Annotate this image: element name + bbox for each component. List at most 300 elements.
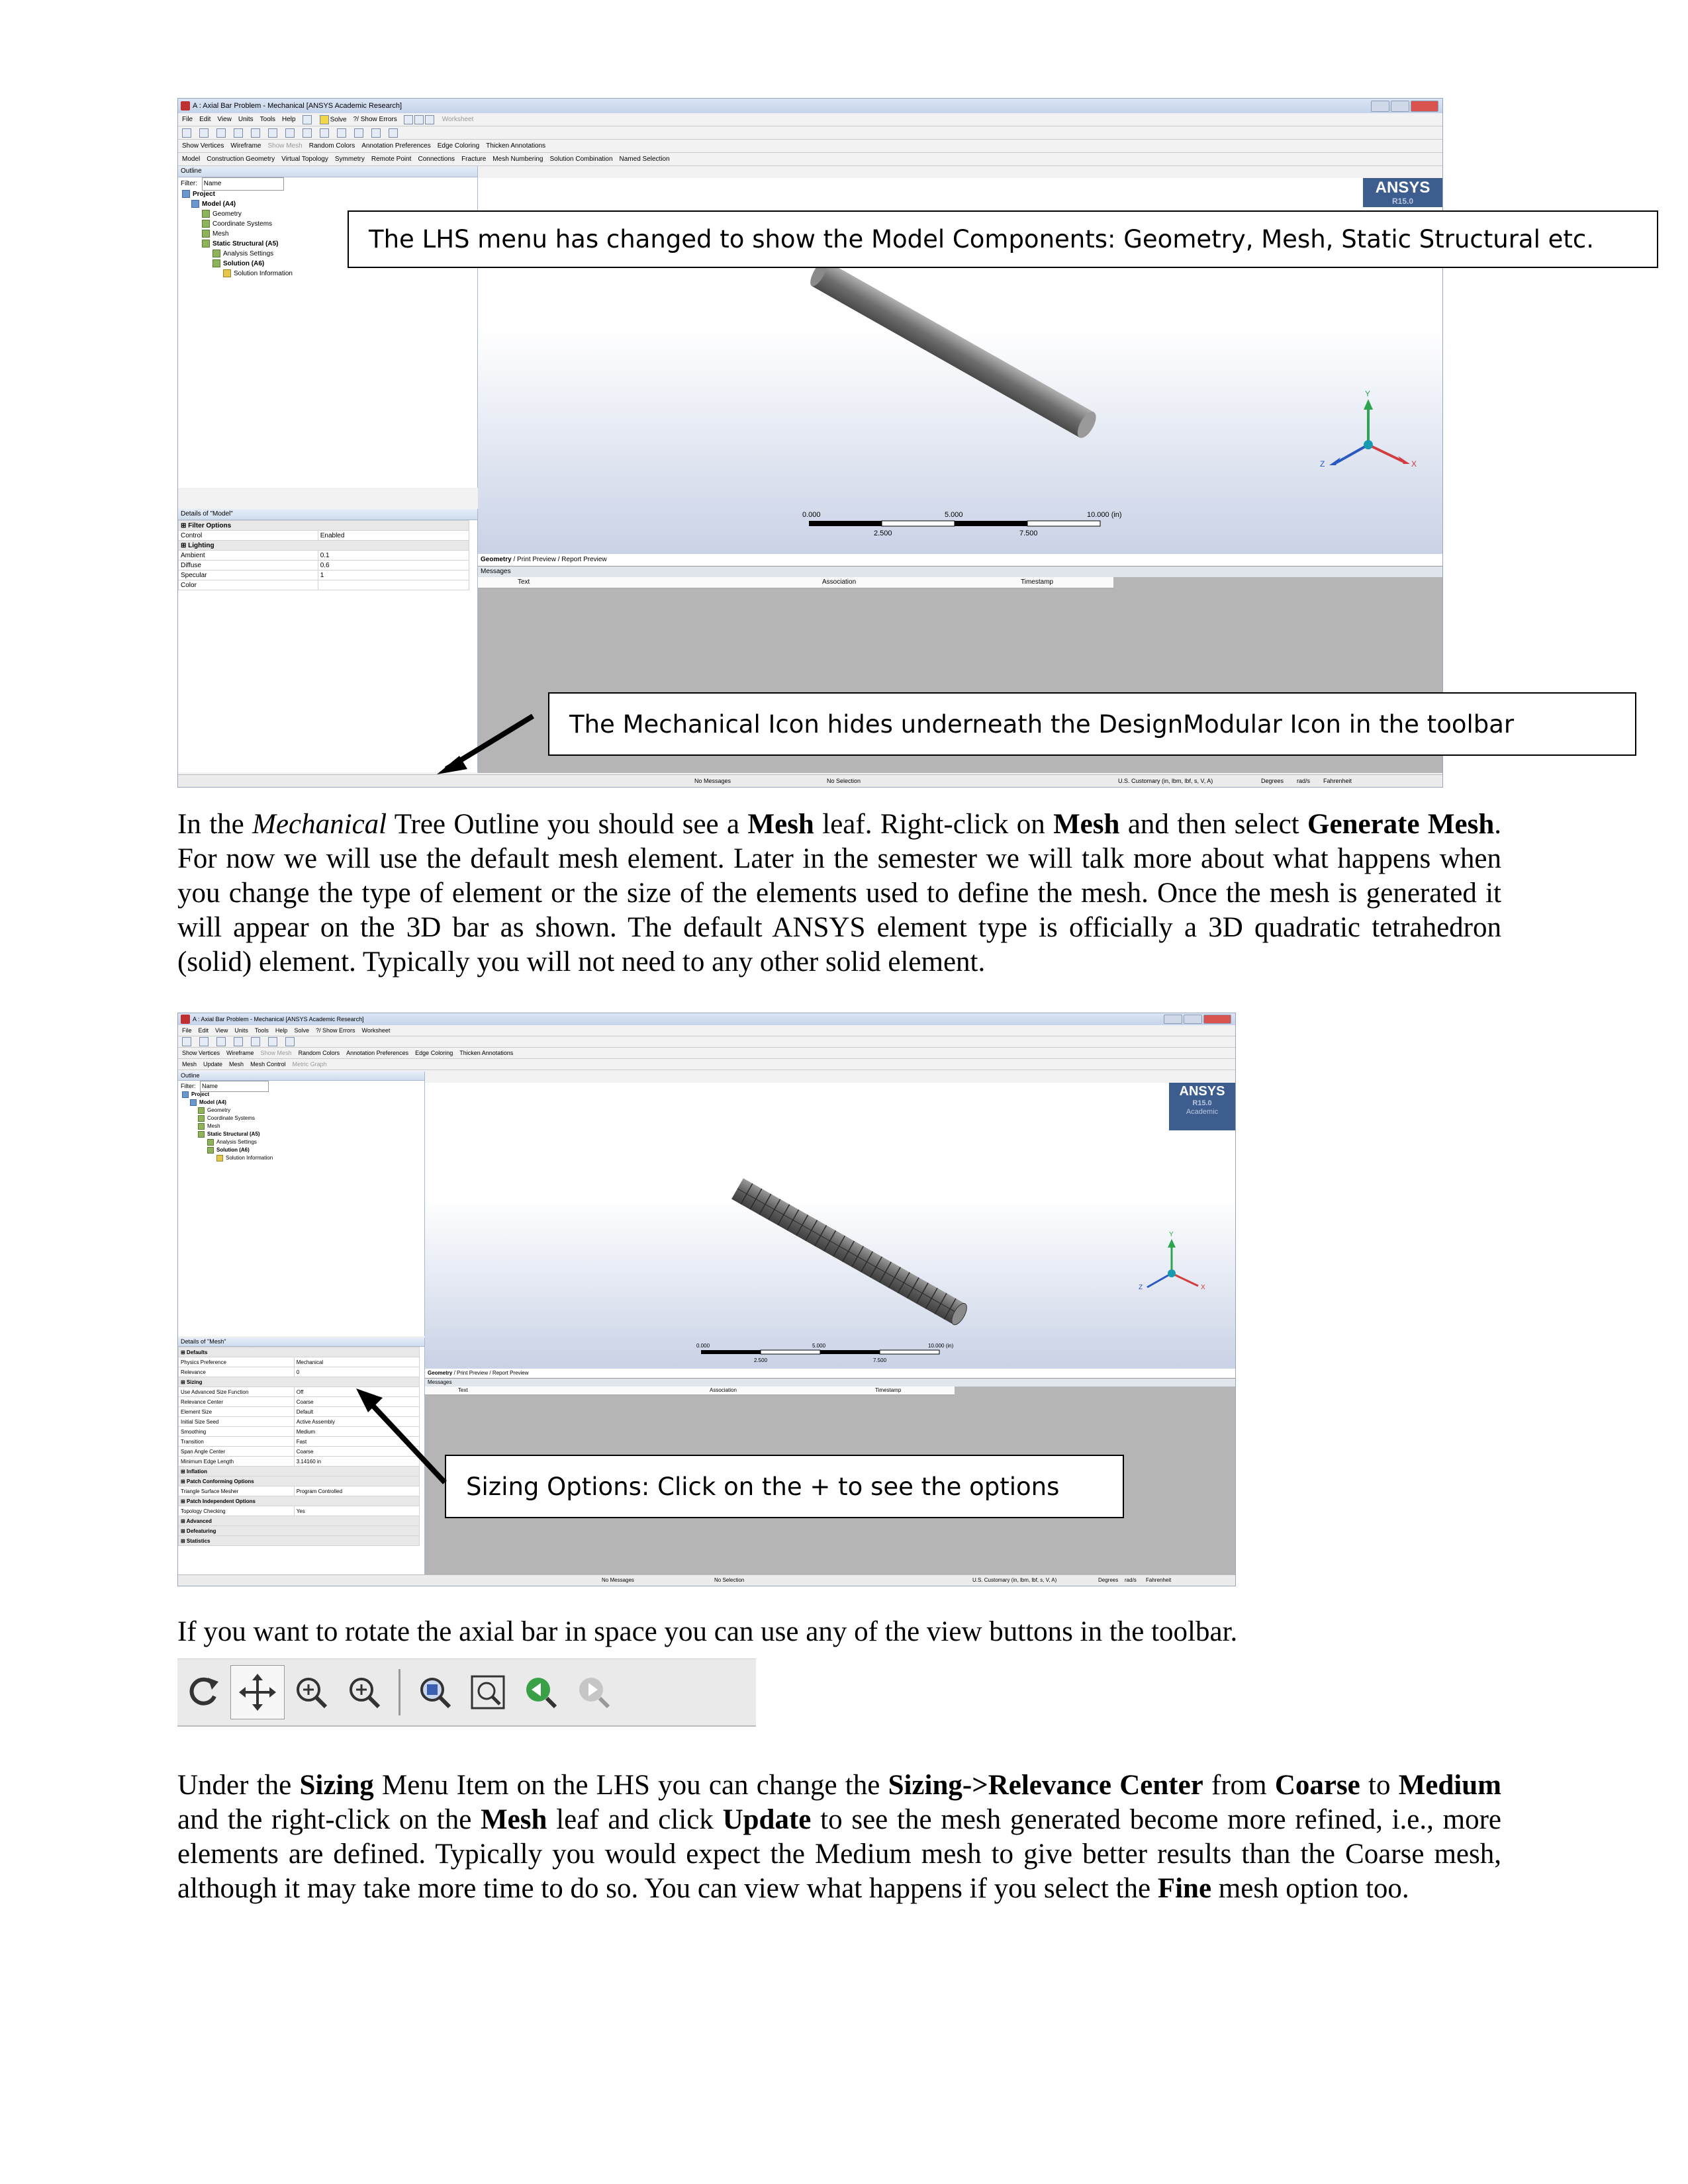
- messages-columns: [425, 1387, 955, 1395]
- worksheet-button[interactable]: Worksheet: [442, 116, 474, 123]
- details-row[interactable]: [179, 531, 469, 541]
- thicken-annotations-button[interactable]: Thicken Annotations: [486, 142, 546, 150]
- text-run: and the right-click on the: [177, 1804, 481, 1835]
- messages-columns: [478, 577, 1113, 588]
- text-run: to see the mesh generated become more refined, i.e., more elements are defined. Typically you would expect the Medium mesh to give better results than the Coarse mesh, although it may take more time to do so. You can view what happens if you select the: [177, 1804, 1502, 1904]
- window-controls: [1371, 101, 1438, 112]
- callout-arrow-2: [356, 1388, 449, 1486]
- mechanical-screenshot-1: [177, 98, 1443, 788]
- svg-text:7.500: 7.500: [873, 1357, 887, 1363]
- show-vertices-button[interactable]: Show Vertices: [182, 1050, 220, 1056]
- edge-coloring-button[interactable]: Edge Coloring: [437, 142, 480, 150]
- filter-label: Filter:: [181, 180, 197, 187]
- text-run: to: [1360, 1770, 1399, 1801]
- tree-item-solution-information[interactable]: Solution Information: [182, 269, 477, 279]
- zoom-button[interactable]: [285, 1666, 338, 1719]
- details-value[interactable]: Active Assembly: [294, 1417, 419, 1427]
- details-row[interactable]: [179, 561, 469, 570]
- remote-point-button[interactable]: Remote Point: [371, 156, 412, 163]
- show-errors-button[interactable]: ?/ Show Errors: [315, 1027, 355, 1034]
- menu-units[interactable]: Units: [238, 116, 254, 123]
- maximize-button[interactable]: [1184, 1015, 1202, 1024]
- details-value[interactable]: Yes: [294, 1506, 419, 1516]
- fracture-button[interactable]: Fracture: [461, 156, 487, 163]
- pan-icon: [238, 1672, 277, 1712]
- details-row[interactable]: [179, 1526, 420, 1536]
- select-edge-icon[interactable]: [216, 128, 226, 138]
- graphics-toolbar: [178, 126, 1442, 140]
- filter-dropdown[interactable]: Name: [202, 177, 284, 191]
- status-units[interactable]: U.S. Customary (in, lbm, lbf, s, V, A): [972, 1577, 1057, 1583]
- tree-item-coordinate-systems[interactable]: Coordinate Systems: [182, 1115, 424, 1122]
- details-value[interactable]: [318, 580, 469, 590]
- zoom-icon: [291, 1672, 331, 1712]
- show-vertices-button[interactable]: Show Vertices: [182, 142, 224, 150]
- tree-item-mesh[interactable]: Mesh: [182, 229, 477, 239]
- paragraph-view-buttons: If you want to rotate the axial bar in space you can use any of the view buttons in the toolbar.: [177, 1616, 1238, 1647]
- tree-item-geometry[interactable]: Geometry: [182, 209, 477, 219]
- details-grid: [178, 520, 469, 590]
- svg-text:Z: Z: [1320, 459, 1325, 469]
- details-key: Relevance: [179, 1367, 295, 1377]
- details-value[interactable]: Fast: [294, 1437, 419, 1447]
- text-run: Menu Item on the LHS you can change the: [373, 1770, 888, 1801]
- text-run: leaf. Right-click on: [814, 809, 1054, 840]
- text-run: Tree Outline you should see a: [387, 809, 748, 840]
- window-titlebar: [178, 99, 1442, 113]
- previous-view-icon[interactable]: [371, 128, 381, 138]
- details-panel: [178, 509, 478, 772]
- svg-text:2.500: 2.500: [874, 529, 892, 537]
- messages-title: Messages: [478, 567, 1442, 577]
- details-key: ⊞ Statistics: [179, 1536, 420, 1546]
- solution-icon: [212, 259, 220, 267]
- text-run: Sizing->Relevance Center: [888, 1770, 1203, 1801]
- details-key: ⊞ Defaults: [179, 1347, 420, 1357]
- mesh-dropdown[interactable]: Mesh: [229, 1061, 244, 1068]
- status-units[interactable]: U.S. Customary (in, lbm, lbf, s, V, A): [1118, 778, 1213, 784]
- fit-icon: [415, 1672, 455, 1712]
- details-key: ⊞ Defeaturing: [179, 1526, 420, 1536]
- select-face-icon[interactable]: [199, 1037, 209, 1046]
- tree-item-geometry[interactable]: Geometry: [182, 1107, 424, 1115]
- text-run: Fine: [1157, 1873, 1212, 1904]
- details-key: Control: [179, 531, 318, 541]
- details-row[interactable]: [179, 1486, 420, 1496]
- zoom-to-fit-icon: [468, 1672, 508, 1712]
- details-value[interactable]: Default: [294, 1407, 419, 1417]
- menu-units[interactable]: Units: [234, 1027, 248, 1034]
- solution-combination-button[interactable]: Solution Combination: [549, 156, 613, 163]
- details-key: ⊞ Patch Independent Options: [179, 1496, 420, 1506]
- previous-view-icon: [521, 1672, 561, 1712]
- meshed-axial-bar-model[interactable]: [425, 1083, 1235, 1369]
- status-selection: No Selection: [714, 1577, 745, 1583]
- box-zoom-icon[interactable]: [268, 1037, 277, 1046]
- details-title: Details of "Mesh": [178, 1338, 424, 1347]
- col-text[interactable]: Text: [518, 578, 530, 586]
- col-timestamp[interactable]: Timestamp: [875, 1387, 902, 1393]
- menu-tools[interactable]: Tools: [259, 116, 276, 123]
- fit-icon[interactable]: [285, 1037, 295, 1046]
- select-icon[interactable]: [182, 1037, 191, 1046]
- pan-button[interactable]: [230, 1665, 285, 1719]
- select-icon[interactable]: [182, 128, 191, 138]
- svg-text:10.000 (in): 10.000 (in): [928, 1343, 954, 1349]
- tab-geometry[interactable]: Geometry: [428, 1370, 453, 1376]
- analysis-settings-icon: [207, 1139, 214, 1146]
- solve-button[interactable]: Solve: [320, 115, 347, 124]
- details-key: Element Size: [179, 1407, 295, 1417]
- tree-item-project[interactable]: Project: [182, 189, 477, 199]
- graphics-viewport[interactable]: [425, 1083, 1235, 1369]
- outline-title: Outline: [178, 166, 477, 177]
- details-value[interactable]: Program Controlled: [294, 1486, 419, 1496]
- scale-bar: [802, 511, 1122, 537]
- project-icon: [182, 190, 190, 198]
- filter-dropdown[interactable]: Name: [200, 1081, 269, 1092]
- details-value[interactable]: Mechanical: [294, 1357, 419, 1367]
- details-row[interactable]: [179, 1516, 420, 1526]
- status-angle[interactable]: Degrees: [1098, 1577, 1119, 1583]
- display-toolbar: [178, 140, 1442, 153]
- callout-sizing-options: Sizing Options: Click on the + to see the options: [445, 1455, 1124, 1518]
- mesh-numbering-button[interactable]: Mesh Numbering: [492, 156, 543, 163]
- tree-item-solution[interactable]: Solution (A6): [182, 1146, 424, 1154]
- status-messages[interactable]: No Messages: [694, 778, 731, 784]
- context-toolbar: [178, 153, 1442, 166]
- tree-item-coordinate-systems[interactable]: Coordinate Systems: [182, 219, 477, 229]
- details-key: ⊞ Inflation: [179, 1467, 420, 1477]
- details-key: Span Angle Center: [179, 1447, 295, 1457]
- construction-geometry-button[interactable]: Construction Geometry: [207, 156, 275, 163]
- mesh-icon: [198, 1123, 205, 1130]
- svg-text:Y: Y: [1169, 1231, 1174, 1238]
- chart-icon[interactable]: [414, 115, 424, 124]
- menu-help[interactable]: Help: [282, 116, 296, 123]
- next-view-button[interactable]: [567, 1666, 620, 1719]
- paragraph-relevance-center: [177, 1768, 1501, 1906]
- details-value[interactable]: 1: [318, 570, 469, 580]
- details-value[interactable]: Medium: [294, 1427, 419, 1437]
- status-temperature[interactable]: Fahrenheit: [1323, 778, 1352, 784]
- solution-information-icon: [223, 269, 231, 277]
- tree-item-static-structural[interactable]: Static Structural (A5): [182, 1130, 424, 1138]
- details-value[interactable]: 0.1: [318, 551, 469, 561]
- close-button[interactable]: [1411, 101, 1438, 112]
- rotate-button[interactable]: [177, 1666, 230, 1719]
- details-key: Specular: [179, 570, 318, 580]
- tree-item-solution-information[interactable]: Solution Information: [182, 1154, 424, 1162]
- details-row[interactable]: [179, 551, 469, 561]
- details-value[interactable]: Off: [294, 1387, 419, 1397]
- minimize-button[interactable]: [1164, 1015, 1182, 1024]
- lightning-icon: [320, 115, 329, 124]
- text-run: Update: [722, 1804, 812, 1835]
- analysis-settings-icon: [212, 250, 220, 257]
- svg-text:X: X: [1201, 1284, 1205, 1291]
- box-zoom-icon[interactable]: [320, 128, 329, 138]
- tab-report-preview[interactable]: Report Preview: [492, 1370, 529, 1376]
- pan-icon[interactable]: [234, 1037, 243, 1046]
- select-body-icon[interactable]: [251, 128, 260, 138]
- scale-bar: [696, 1343, 954, 1363]
- details-key: Triangle Surface Mesher: [179, 1486, 295, 1496]
- outline-title: Outline: [178, 1071, 424, 1081]
- mesh-label: Mesh: [182, 1061, 197, 1068]
- svg-text:10.000 (in): 10.000 (in): [1087, 511, 1122, 519]
- maximize-button[interactable]: [1391, 101, 1409, 112]
- text-run: Mesh: [1053, 809, 1120, 840]
- status-bar: [178, 1574, 1235, 1586]
- details-value[interactable]: Coarse: [294, 1397, 419, 1407]
- status-bar: [178, 774, 1442, 787]
- text-run: In the: [177, 809, 253, 840]
- show-mesh-button[interactable]: Show Mesh: [267, 142, 303, 150]
- details-row[interactable]: [179, 1536, 420, 1546]
- col-text[interactable]: Text: [458, 1387, 468, 1393]
- text-run: and then select: [1119, 809, 1308, 840]
- details-value[interactable]: Coarse: [294, 1447, 419, 1457]
- next-view-icon: [574, 1672, 614, 1712]
- worksheet-button[interactable]: Worksheet: [361, 1027, 391, 1034]
- text-run: Mesh: [481, 1804, 547, 1835]
- tree-item-analysis-settings[interactable]: Analysis Settings: [182, 1138, 424, 1146]
- fit-button[interactable]: [408, 1666, 461, 1719]
- tab-print-preview[interactable]: Print Preview: [517, 556, 556, 563]
- zoom-icon[interactable]: [251, 1037, 260, 1046]
- tree-item-analysis-settings[interactable]: Analysis Settings: [182, 249, 477, 259]
- toolbar-separator: [399, 1669, 400, 1715]
- annotation-preferences-button[interactable]: Annotation Preferences: [346, 1050, 409, 1056]
- solve-button[interactable]: Solve: [294, 1027, 309, 1034]
- text-run: Mesh: [747, 809, 814, 840]
- tree-item-project[interactable]: Project: [182, 1091, 424, 1099]
- ansys-logo: ANSYS R15.0: [1363, 178, 1442, 207]
- details-value[interactable]: 3.14160 in: [294, 1457, 419, 1467]
- svg-text:Y: Y: [1365, 389, 1371, 398]
- callout-mechanical-icon: The Mechanical Icon hides underneath the DesignModular Icon in the toolbar: [548, 692, 1636, 756]
- details-key: ⊞ Sizing: [179, 1377, 420, 1387]
- text-run: Generate Mesh: [1307, 809, 1495, 840]
- details-key: ⊞ Lighting: [179, 541, 469, 551]
- tab-print-preview[interactable]: Print Preview: [457, 1370, 489, 1376]
- view-buttons-toolbar: [177, 1659, 756, 1727]
- outline-tree: [178, 1091, 424, 1162]
- text-run: Under the: [177, 1770, 300, 1801]
- details-row[interactable]: [179, 541, 469, 551]
- details-row[interactable]: [179, 1347, 420, 1357]
- mesh-control-dropdown[interactable]: Mesh Control: [250, 1061, 286, 1068]
- menu-file[interactable]: File: [182, 116, 193, 123]
- status-messages[interactable]: No Messages: [602, 1577, 634, 1583]
- model-icon: [190, 1099, 197, 1106]
- rotate-icon[interactable]: [268, 128, 277, 138]
- display-toolbar: [178, 1048, 1235, 1059]
- tree-item-static-structural[interactable]: Static Structural (A5): [182, 239, 477, 249]
- solution-icon: [207, 1147, 214, 1154]
- menu-view[interactable]: View: [217, 116, 232, 123]
- model-icon: [191, 200, 199, 208]
- details-key: Initial Size Seed: [179, 1417, 295, 1427]
- project-icon: [182, 1091, 189, 1098]
- menu-file[interactable]: File: [182, 1027, 192, 1034]
- select-vertex-icon[interactable]: [234, 128, 243, 138]
- status-rotational[interactable]: rad/s: [1297, 778, 1311, 784]
- details-value[interactable]: 0.6: [318, 561, 469, 570]
- geometry-icon: [198, 1107, 205, 1114]
- svg-text:5.000: 5.000: [945, 511, 963, 519]
- rotate-icon[interactable]: [216, 1037, 226, 1046]
- coordinate-triad: [1139, 1231, 1205, 1291]
- random-colors-button[interactable]: Random Colors: [308, 142, 355, 150]
- zoom-icon[interactable]: [303, 128, 312, 138]
- previous-view-button[interactable]: [514, 1666, 567, 1719]
- menu-edit[interactable]: Edit: [198, 1027, 209, 1034]
- metric-graph-button[interactable]: Metric Graph: [292, 1061, 327, 1068]
- tab-geometry[interactable]: Geometry: [481, 556, 512, 563]
- messages-title: Messages: [425, 1379, 1235, 1387]
- named-selection-button[interactable]: Named Selection: [619, 156, 670, 163]
- col-timestamp[interactable]: Timestamp: [1021, 578, 1054, 586]
- window-titlebar: [178, 1013, 1235, 1025]
- window-title: A : Axial Bar Problem - Mechanical [ANSYS Academic Research]: [193, 102, 402, 110]
- ansys-app-icon: [181, 101, 190, 111]
- text-run: Sizing: [299, 1770, 374, 1801]
- mesh-icon: [202, 230, 210, 238]
- geometry-icon: [202, 210, 210, 218]
- connections-button[interactable]: Connections: [418, 156, 455, 163]
- graphics-toolbar: [178, 1036, 1235, 1048]
- show-errors-button[interactable]: ?/ Show Errors: [353, 116, 397, 123]
- svg-text:7.500: 7.500: [1019, 529, 1038, 537]
- menu-bar: [178, 1025, 1235, 1036]
- fit-icon[interactable]: [337, 128, 346, 138]
- details-row[interactable]: [179, 1367, 420, 1377]
- minimize-button[interactable]: [1371, 101, 1389, 112]
- paragraph-generate-mesh: [177, 807, 1501, 979]
- menu-view[interactable]: View: [215, 1027, 228, 1034]
- virtual-topology-button[interactable]: Virtual Topology: [281, 156, 328, 163]
- status-angle[interactable]: Degrees: [1261, 778, 1284, 784]
- details-row[interactable]: [179, 1357, 420, 1367]
- details-key: Use Advanced Size Function: [179, 1387, 295, 1397]
- filter-label: Filter:: [181, 1083, 196, 1089]
- window-title: A : Axial Bar Problem - Mechanical [ANSYS Academic Research]: [193, 1016, 364, 1023]
- pan-icon[interactable]: [285, 128, 295, 138]
- close-button[interactable]: [1203, 1015, 1231, 1024]
- mesh-toolbar: [178, 1059, 1235, 1070]
- text-run: . For now we will use the default mesh element. Later in the semester we will talk more about what happens when you change the type of element or the size of the elements used to define the mesh. Once the mesh is generated it will appear on the 3D bar as shown. The default ANSYS element type is officially a 3D quadratic tetrahedron (solid) element. Typically you will not need to any other solid element.: [177, 809, 1502, 978]
- viewport-tabs: Geometry / Print Preview / Report Preview: [425, 1369, 1236, 1379]
- tree-item-solution[interactable]: Solution (A6): [182, 259, 477, 269]
- solution-information-icon: [216, 1155, 223, 1161]
- model-label: Model: [182, 156, 201, 163]
- menu-tools[interactable]: Tools: [254, 1027, 269, 1034]
- details-key: Ambient: [179, 551, 318, 561]
- details-row[interactable]: [179, 521, 469, 531]
- menu-help[interactable]: Help: [275, 1027, 288, 1034]
- details-key: Transition: [179, 1437, 295, 1447]
- details-value[interactable]: Enabled: [318, 531, 469, 541]
- details-row[interactable]: [179, 570, 469, 580]
- wireframe-button[interactable]: Wireframe: [226, 1050, 254, 1056]
- symmetry-button[interactable]: Symmetry: [334, 156, 365, 163]
- next-view-icon[interactable]: [389, 128, 398, 138]
- annotation-preferences-button[interactable]: Annotation Preferences: [361, 142, 431, 150]
- coordinate-triad: [1320, 389, 1417, 469]
- callout-lhs-menu: The LHS menu has changed to show the Model Components: Geometry, Mesh, Static Structural etc.: [348, 210, 1658, 268]
- table-icon[interactable]: [404, 115, 413, 124]
- details-key: ⊞ Filter Options: [179, 521, 469, 531]
- box-zoom-button[interactable]: [338, 1666, 391, 1719]
- coordinate-icon: [202, 220, 210, 228]
- tab-report-preview[interactable]: Report Preview: [561, 556, 607, 563]
- text-run: mesh option too.: [1211, 1873, 1409, 1904]
- details-key: Color: [179, 580, 318, 590]
- random-colors-button[interactable]: Random Colors: [298, 1050, 340, 1056]
- menu-bar: [178, 113, 1442, 126]
- ansys-app-icon: [181, 1015, 190, 1024]
- details-key: ⊞ Patch Conforming Options: [179, 1477, 420, 1486]
- col-association[interactable]: Association: [822, 578, 857, 586]
- details-key: Minimum Edge Length: [179, 1457, 295, 1467]
- details-key: Smoothing: [179, 1427, 295, 1437]
- check-icon[interactable]: [303, 115, 312, 124]
- box-zoom-icon: [344, 1672, 384, 1712]
- static-structural-icon: [202, 240, 210, 248]
- text-run: leaf and click: [547, 1804, 723, 1835]
- update-button[interactable]: Update: [203, 1061, 223, 1068]
- svg-text:5.000: 5.000: [812, 1343, 826, 1349]
- details-row[interactable]: [179, 1496, 420, 1506]
- details-key: Topology Checking: [179, 1506, 295, 1516]
- details-key: Diffuse: [179, 561, 318, 570]
- menu-edit[interactable]: Edit: [199, 116, 211, 123]
- text-run: Mechanical: [252, 809, 387, 840]
- select-face-icon[interactable]: [199, 128, 209, 138]
- zoom-to-fit-button[interactable]: [461, 1666, 514, 1719]
- callout-arrow-1: [437, 713, 536, 774]
- text-run: from: [1203, 1770, 1275, 1801]
- details-row[interactable]: [179, 580, 469, 590]
- details-title: Details of "Model": [178, 509, 477, 520]
- details-row[interactable]: [179, 1506, 420, 1516]
- details-key: Relevance Center: [179, 1397, 295, 1407]
- tree-item-model[interactable]: Model (A4): [182, 1099, 424, 1107]
- col-association[interactable]: Association: [710, 1387, 737, 1393]
- tree-item-mesh[interactable]: Mesh: [182, 1122, 424, 1130]
- edge-coloring-button[interactable]: Edge Coloring: [415, 1050, 453, 1056]
- magnifier-icon[interactable]: [354, 128, 363, 138]
- details-key: ⊞ Advanced: [179, 1516, 420, 1526]
- thicken-annotations-button[interactable]: Thicken Annotations: [459, 1050, 514, 1056]
- tree-item-model[interactable]: Model (A4): [182, 199, 477, 209]
- image-icon[interactable]: [425, 115, 434, 124]
- svg-text:X: X: [1411, 459, 1417, 469]
- status-rotational[interactable]: rad/s: [1125, 1577, 1137, 1583]
- show-mesh-button[interactable]: Show Mesh: [260, 1050, 292, 1056]
- details-row[interactable]: [179, 1377, 420, 1387]
- text-run: Medium: [1398, 1770, 1501, 1801]
- wireframe-button[interactable]: Wireframe: [230, 142, 261, 150]
- details-value[interactable]: 0: [294, 1367, 419, 1377]
- coordinate-icon: [198, 1115, 205, 1122]
- viewport-tabs: Geometry / Print Preview / Report Preview: [478, 554, 1443, 567]
- details-key: Physics Preference: [179, 1357, 295, 1367]
- status-temperature[interactable]: Fahrenheit: [1146, 1577, 1172, 1583]
- rotate-icon: [184, 1672, 224, 1712]
